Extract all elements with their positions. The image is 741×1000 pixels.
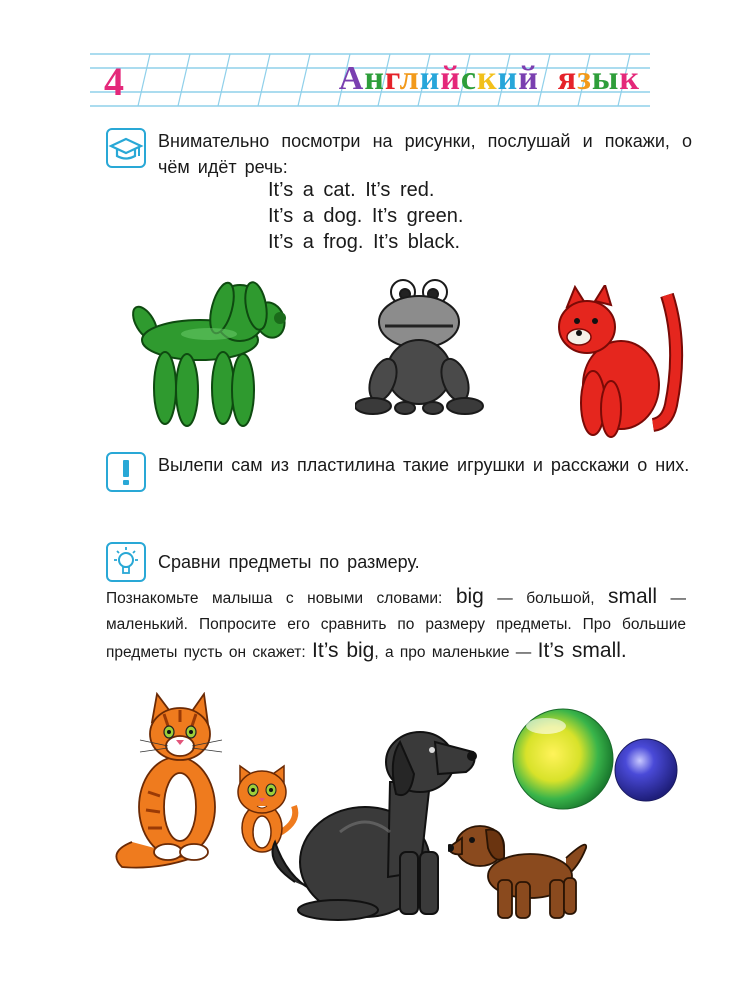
word-big: big	[455, 585, 484, 608]
puppy-illustration	[448, 818, 593, 928]
title-letter	[548, 60, 558, 97]
graduation-cap-icon	[106, 128, 146, 168]
black-frog-illustration	[355, 270, 495, 430]
title-letter: л	[399, 60, 420, 97]
small-ball-illustration	[612, 736, 680, 804]
title-letter: з	[577, 60, 592, 97]
note-text: Познакомьте малыша с новыми словами:	[106, 590, 443, 607]
title-letter: н	[364, 60, 385, 97]
word-small: small	[608, 585, 658, 608]
title-letter: с	[460, 60, 477, 97]
exclamation-icon	[106, 452, 146, 492]
title-letter: г	[384, 60, 400, 97]
title-letter: й	[440, 60, 461, 97]
title-letter: ы	[591, 60, 620, 97]
note-text: — маленький. Попросите его сравнить по размеру предметы. Про большие предметы пусть он скажет:	[106, 590, 686, 661]
red-cat-illustration	[555, 285, 685, 440]
title-letter	[539, 60, 549, 97]
page-header	[90, 40, 650, 120]
note-text: — большой,	[497, 590, 595, 607]
phrase-big: It’s big	[312, 639, 375, 662]
page-number: 4	[104, 59, 124, 104]
title-letter: к	[477, 60, 498, 97]
task-instruction: Вылепи сам из пластилина такие игрушки и расскажи о них.	[158, 455, 690, 475]
phrase-cat: It’s a cat. It’s red.	[268, 179, 435, 201]
big-ball-illustration	[508, 704, 618, 814]
title-letter: и	[497, 60, 519, 97]
phrase-dog: It’s a dog. It’s green.	[268, 205, 464, 227]
note-text: , а про маленькие —	[374, 644, 532, 661]
parent-note	[106, 584, 686, 666]
title-letter: и	[419, 60, 441, 97]
lightbulb-icon	[106, 542, 146, 582]
phrase-frog: It’s a frog. It’s black.	[268, 231, 461, 253]
task-instruction: Внимательно посмотри на рисунки, послушай и покажи, о чём идёт речь:	[158, 131, 692, 177]
page-title	[339, 60, 640, 98]
title-letter: й	[518, 60, 539, 97]
title-letter: я	[557, 60, 578, 97]
big-cat-illustration	[112, 692, 242, 872]
title-letter: к	[619, 60, 640, 97]
english-phrases	[268, 177, 463, 255]
title-letter: А	[338, 60, 365, 97]
task-instruction: Сравни предметы по размеру.	[158, 552, 420, 572]
phrase-small: It’s small.	[537, 639, 627, 662]
green-dog-illustration	[125, 278, 295, 438]
